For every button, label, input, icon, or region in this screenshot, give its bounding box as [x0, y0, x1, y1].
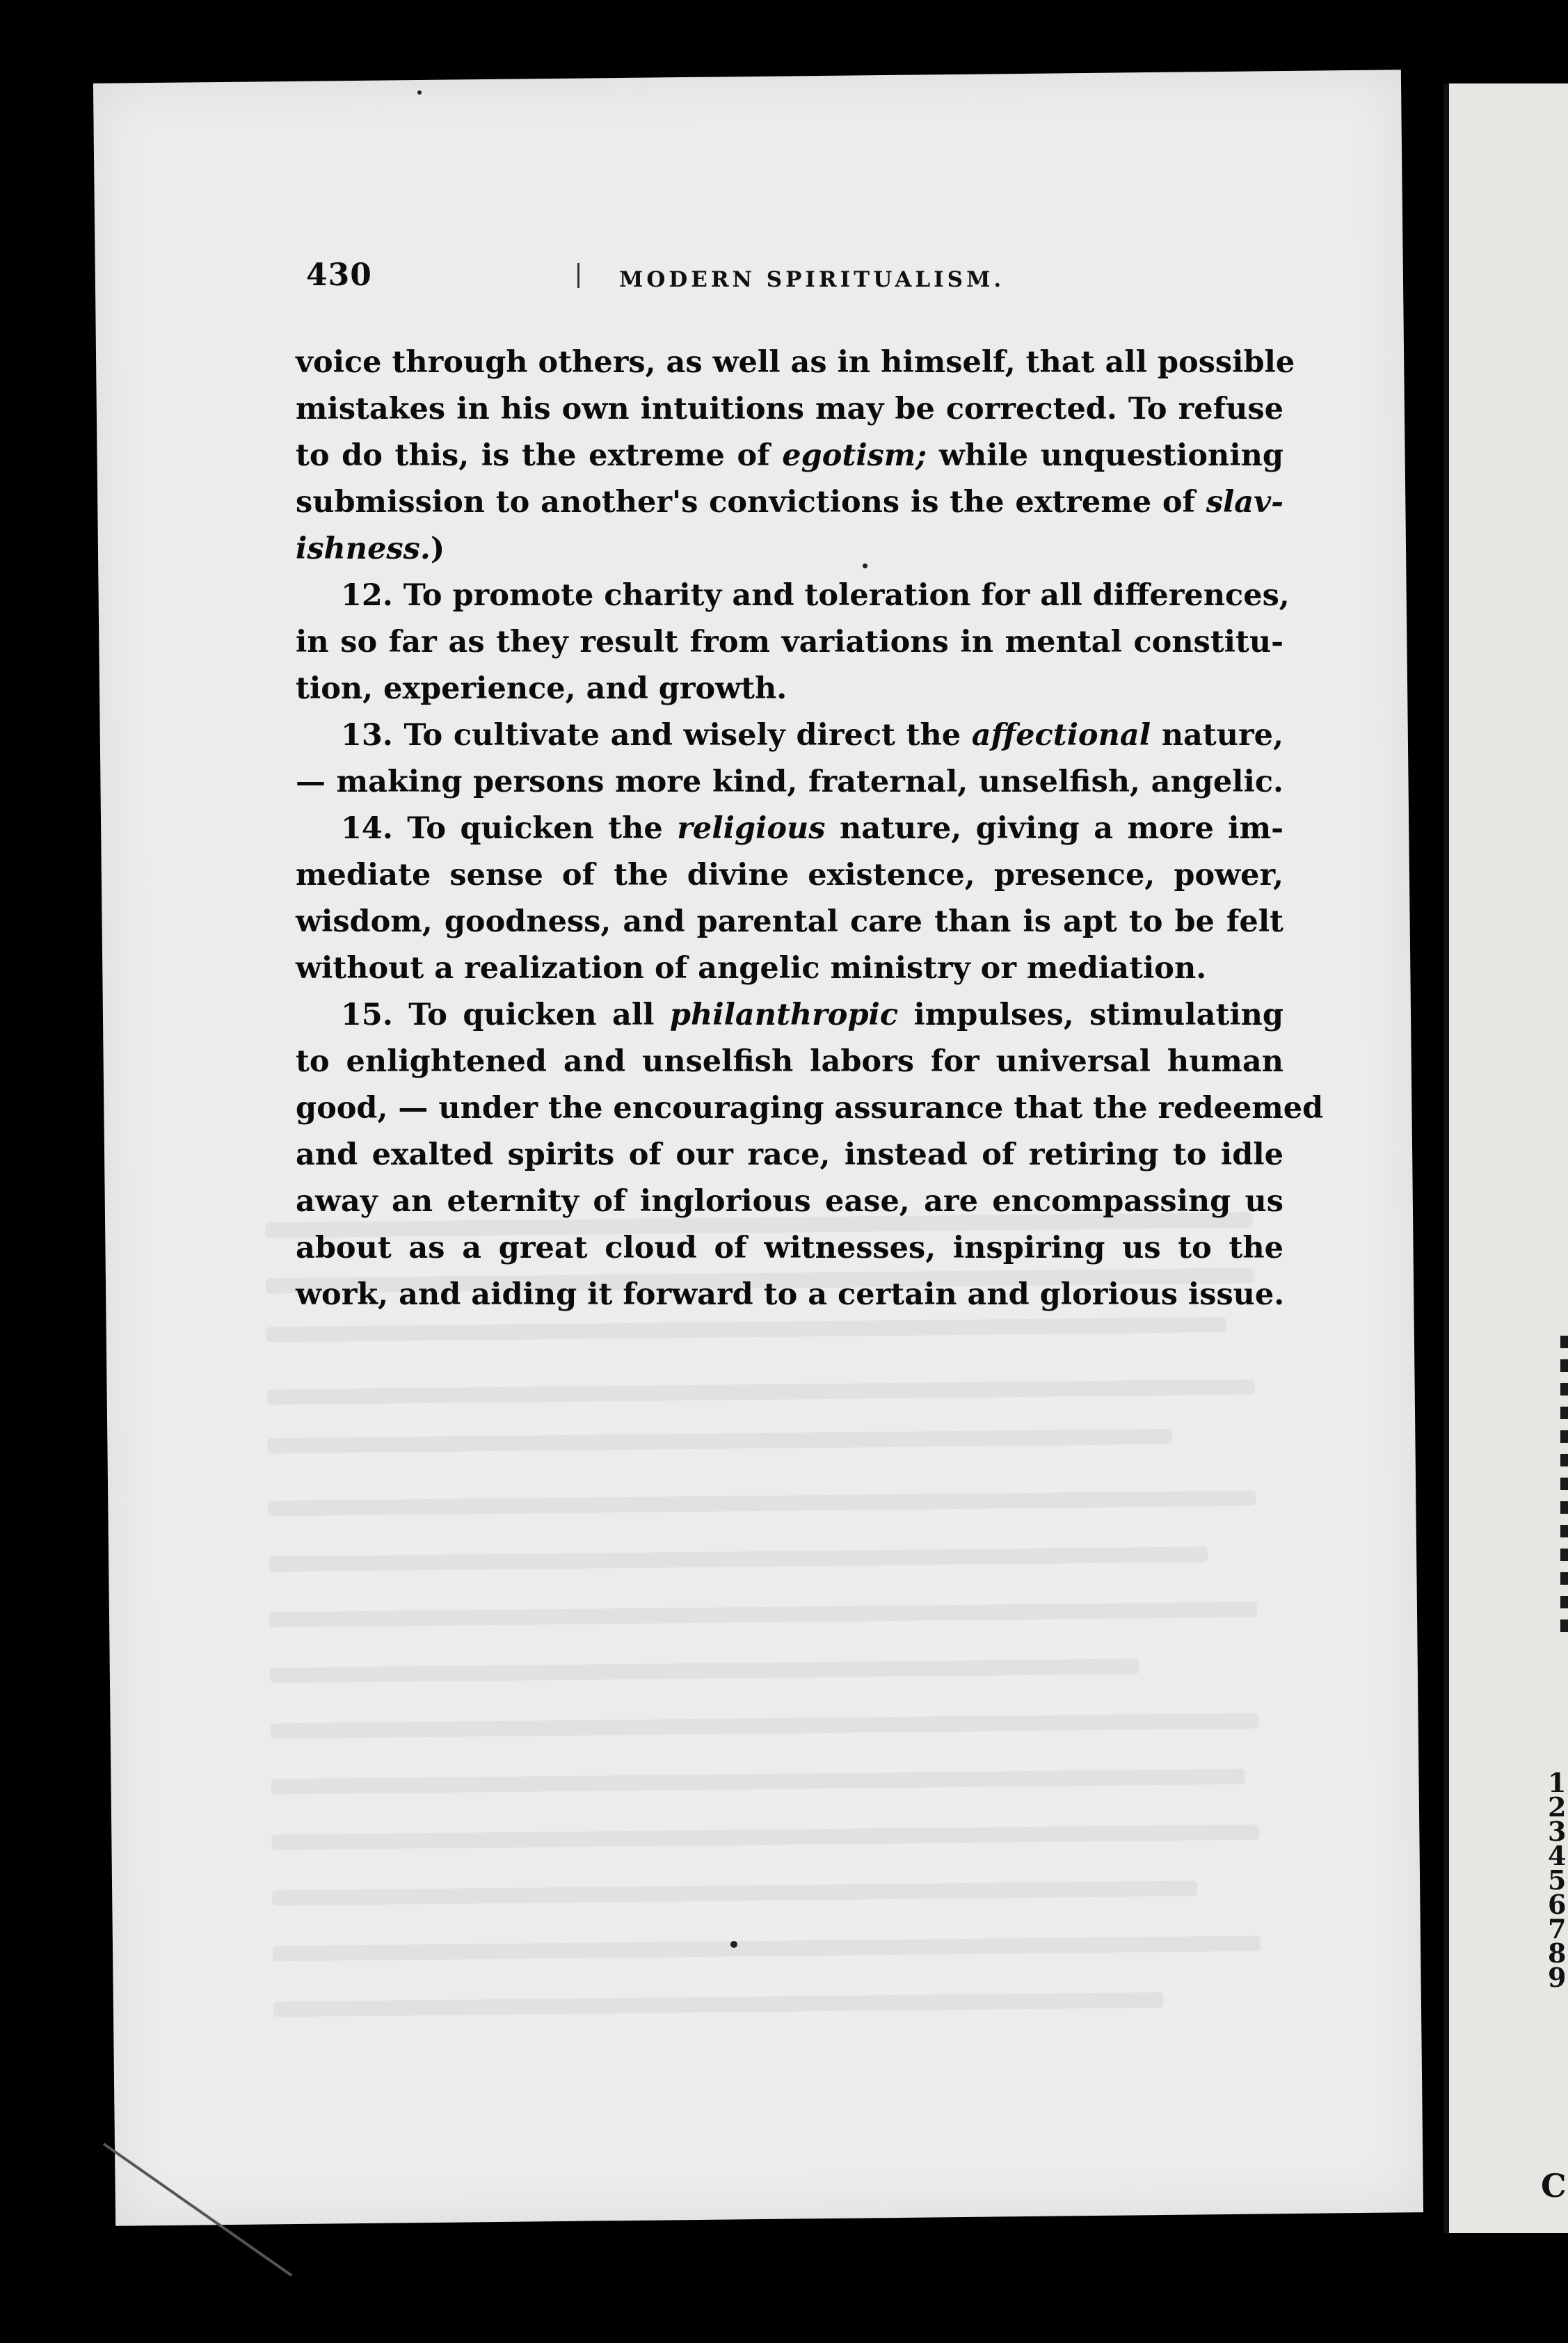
text-run: 14. To quicken the	[341, 811, 678, 846]
bleed-through	[273, 1936, 1261, 1962]
page-number: 430	[306, 257, 372, 293]
italic-term: slav-	[1206, 485, 1283, 520]
text-run: — making persons more kind, fraternal, unselfish, angelic.	[296, 765, 1283, 799]
bleed-through	[268, 1491, 1256, 1517]
text-line	[296, 339, 1295, 386]
italic-term: philanthropic	[669, 998, 899, 1032]
text-run: 13. To cultivate and wisely direct the	[341, 718, 972, 753]
text-run: while unquestioning	[927, 438, 1283, 473]
running-title: MODERN SPIRITUALISM.	[619, 267, 1005, 292]
head-rule	[577, 263, 579, 288]
italic-term: ishness.	[296, 531, 431, 566]
text-run: 12. To promote charity and toleration for all differences,	[341, 578, 1290, 613]
adjacent-page-letter: C	[1541, 2167, 1567, 2205]
text-run: work, and aiding it forward to a certain and glorious issue.	[296, 1277, 1285, 1312]
adjacent-page-numeral: 3	[1548, 1816, 1567, 1847]
text-line	[296, 992, 1283, 1039]
text-run: in so far as they result from variations in mental constitu-	[296, 625, 1283, 659]
adjacent-page-numeral: 8	[1548, 1937, 1567, 1969]
italic-term: religious	[677, 811, 826, 846]
body-text	[296, 339, 1324, 1318]
text-run: impulses, stimulating	[898, 998, 1283, 1032]
dust-speck	[730, 1941, 737, 1948]
adjacent-page-edge-marks	[1560, 1336, 1568, 1635]
text-line	[296, 573, 1290, 619]
running-head	[306, 257, 1294, 299]
adjacent-page-numeral: 6	[1548, 1889, 1567, 1920]
italic-term: affectional	[971, 718, 1151, 753]
text-line	[296, 433, 1283, 479]
dust-speck	[417, 90, 422, 95]
text-line	[296, 1132, 1283, 1178]
italic-term: egotism;	[782, 438, 927, 473]
text-line	[296, 945, 1283, 992]
text-run: and exalted spirits of our race, instead of retiring to idle	[296, 1137, 1283, 1172]
text-run: mistakes in his own intuitions may be corrected. To refuse	[296, 392, 1283, 426]
bleed-through	[271, 1713, 1258, 1739]
page-gutter	[1443, 83, 1449, 2233]
bleed-through	[269, 1602, 1257, 1628]
text-line	[296, 1272, 1283, 1318]
text-run: mediate sense of the divine existence, presence, power,	[296, 858, 1283, 893]
text-line	[296, 1225, 1283, 1272]
adjacent-page-numeral: 4	[1548, 1840, 1567, 1871]
text-line	[296, 479, 1283, 526]
text-run: )	[430, 531, 445, 566]
adjacent-page	[1443, 83, 1568, 2233]
text-run: good, — under the encouraging assurance that the redeemed	[296, 1091, 1324, 1126]
bleed-through	[271, 1769, 1245, 1795]
text-line	[296, 1039, 1283, 1085]
bleed-through	[266, 1317, 1226, 1342]
text-run: voice through others, as well as in himself, that all possible	[296, 345, 1295, 380]
bleed-through	[269, 1546, 1208, 1572]
text-line	[296, 619, 1283, 666]
text-line	[296, 666, 1283, 712]
text-run: submission to another's convictions is the extreme of	[296, 485, 1206, 520]
text-line	[296, 1085, 1324, 1132]
text-run: 15. To quicken all	[341, 998, 670, 1032]
text-run: about as a great cloud of witnesses, inspiring us to the	[296, 1231, 1283, 1265]
bleed-through	[267, 1380, 1255, 1405]
text-run: wisdom, goodness, and parental care than is apt to be felt	[296, 904, 1283, 939]
text-line	[296, 806, 1283, 852]
bleed-through	[271, 1825, 1259, 1850]
text-run: without a realization of angelic ministry or mediation.	[296, 951, 1207, 986]
adjacent-page-numeral: 5	[1548, 1864, 1567, 1896]
bleed-through	[267, 1429, 1171, 1454]
adjacent-page-numerals	[1548, 1767, 1567, 1993]
text-line	[296, 852, 1283, 899]
adjacent-page-numeral: 7	[1548, 1913, 1567, 1944]
text-line	[296, 526, 1283, 573]
adjacent-page-numeral: 2	[1548, 1791, 1567, 1823]
text-line	[296, 712, 1283, 759]
adjacent-page-numeral: 9	[1548, 1962, 1567, 1993]
adjacent-page-numeral: 1	[1548, 1767, 1567, 1798]
bleed-through	[273, 1992, 1164, 2017]
text-line	[296, 899, 1283, 945]
bleed-through	[270, 1658, 1139, 1683]
text-run: to enlightened and unselfish labors for universal human	[296, 1044, 1283, 1079]
text-line	[296, 759, 1283, 806]
text-run: away an eternity of inglorious ease, are encompassing us	[296, 1184, 1283, 1219]
text-run: nature, giving a more im-	[825, 811, 1283, 846]
text-line	[296, 1178, 1283, 1225]
text-line	[296, 386, 1283, 433]
bleed-through	[272, 1880, 1197, 1905]
text-run: tion, experience, and growth.	[296, 671, 787, 706]
text-run: to do this, is the extreme of	[296, 438, 783, 473]
text-run: nature,	[1151, 718, 1283, 753]
